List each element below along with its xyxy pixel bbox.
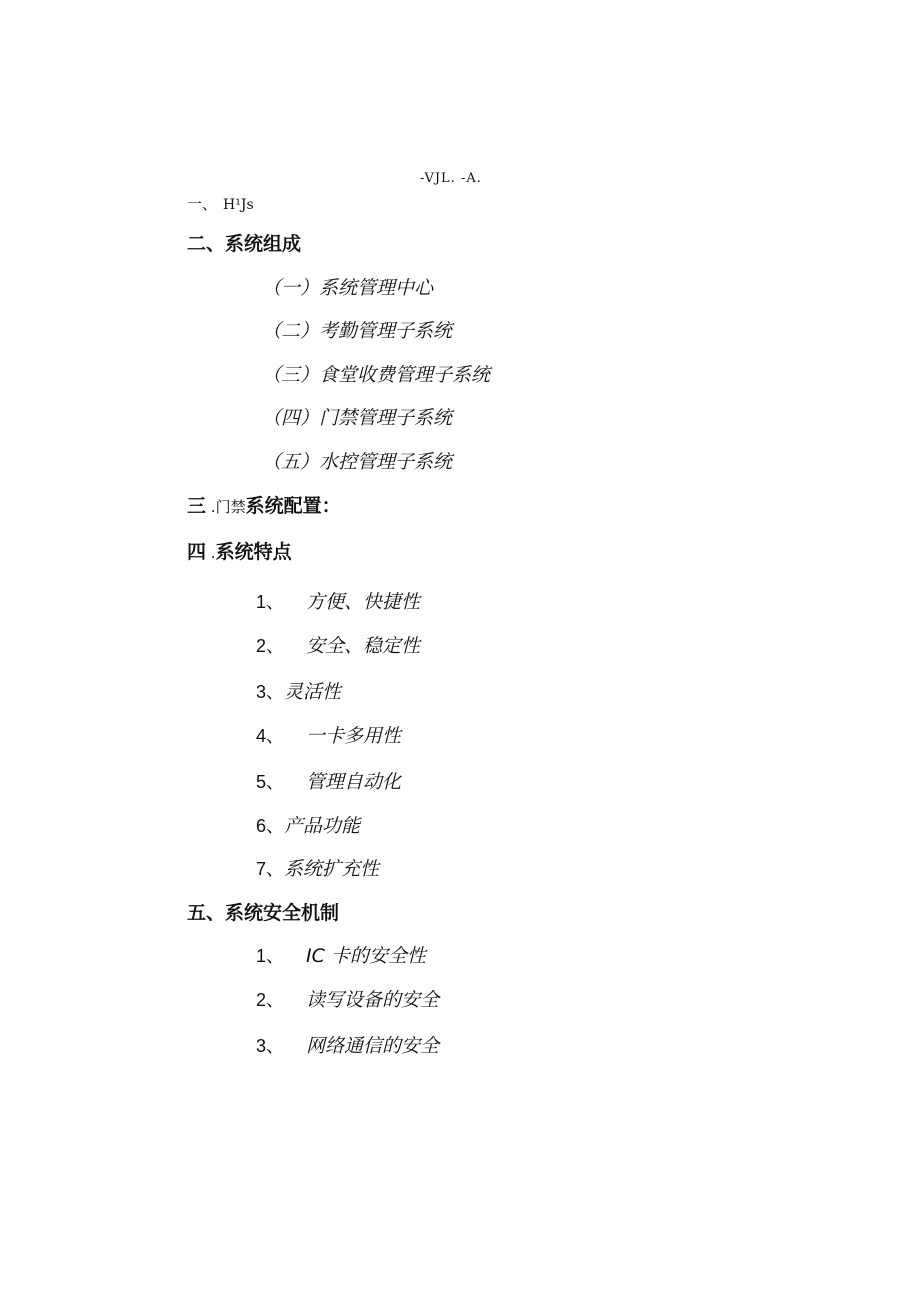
section-4-number: 四 <box>187 541 207 563</box>
list-number: 7、 <box>256 859 285 879</box>
section-1-text: H¹Js <box>223 197 254 213</box>
list-text: 系统扩充性 <box>284 858 380 880</box>
list-text: 安全、稳定性 <box>306 635 421 657</box>
section-4-item-2 <box>256 637 420 656</box>
list-text: IC 卡的安全性 <box>306 945 426 967</box>
section-2-item-3: （三）食堂收费管理子系统 <box>262 364 491 386</box>
section-4-text: 系统特点 <box>215 541 292 563</box>
section-4-item-3 <box>256 683 341 702</box>
section-2-item-5: （五）水控管理子系统 <box>262 451 453 473</box>
page-header-mark: -VJL. -A. <box>420 171 482 186</box>
section-4-dot: . <box>206 544 216 562</box>
section-2-heading: 二、系统组成 <box>187 233 302 255</box>
section-4-item-4 <box>256 727 401 746</box>
list-number: 3、 <box>256 682 285 702</box>
list-number: 2、 <box>256 636 285 656</box>
section-1-number: 一、 <box>187 195 218 213</box>
list-number: 6、 <box>256 816 285 836</box>
section-3-prefix: 门禁 <box>215 498 246 516</box>
list-text: 网络通信的安全 <box>306 1035 440 1057</box>
section-2-item-2: （二）考勤管理子系统 <box>262 320 453 342</box>
list-number: 1、 <box>256 946 285 966</box>
list-text: 管理自动化 <box>306 771 402 793</box>
section-4-heading <box>187 543 292 562</box>
section-4-item-6 <box>256 817 360 836</box>
list-text: 读写设备的安全 <box>306 989 440 1011</box>
list-text: 一卡多用性 <box>306 725 402 747</box>
list-number: 2、 <box>256 990 285 1010</box>
list-text: 产品功能 <box>284 815 361 837</box>
list-number: 3、 <box>256 1036 285 1056</box>
section-5-heading: 五、系统安全机制 <box>187 902 340 924</box>
section-4-item-7 <box>256 860 379 879</box>
section-2-item-1: （一）系统管理中心 <box>262 277 434 299</box>
section-3-text: 系统配置： <box>245 495 341 517</box>
section-2-item-4: （四）门禁管理子系统 <box>262 407 453 429</box>
section-4-item-1 <box>256 593 420 612</box>
list-text: 灵活性 <box>284 681 342 703</box>
section-3-heading <box>187 497 341 516</box>
section-1-heading <box>187 197 254 212</box>
list-number: 5、 <box>256 772 285 792</box>
list-number: 1、 <box>256 592 285 612</box>
list-number: 4、 <box>256 726 285 746</box>
section-5-item-2 <box>256 991 439 1010</box>
section-5-item-1 <box>256 947 426 966</box>
list-text: 方便、快捷性 <box>306 591 421 613</box>
section-4-item-5 <box>256 773 401 792</box>
section-5-item-3 <box>256 1037 439 1056</box>
section-3-dot: . <box>206 498 216 516</box>
section-3-number: 三 <box>187 495 207 517</box>
